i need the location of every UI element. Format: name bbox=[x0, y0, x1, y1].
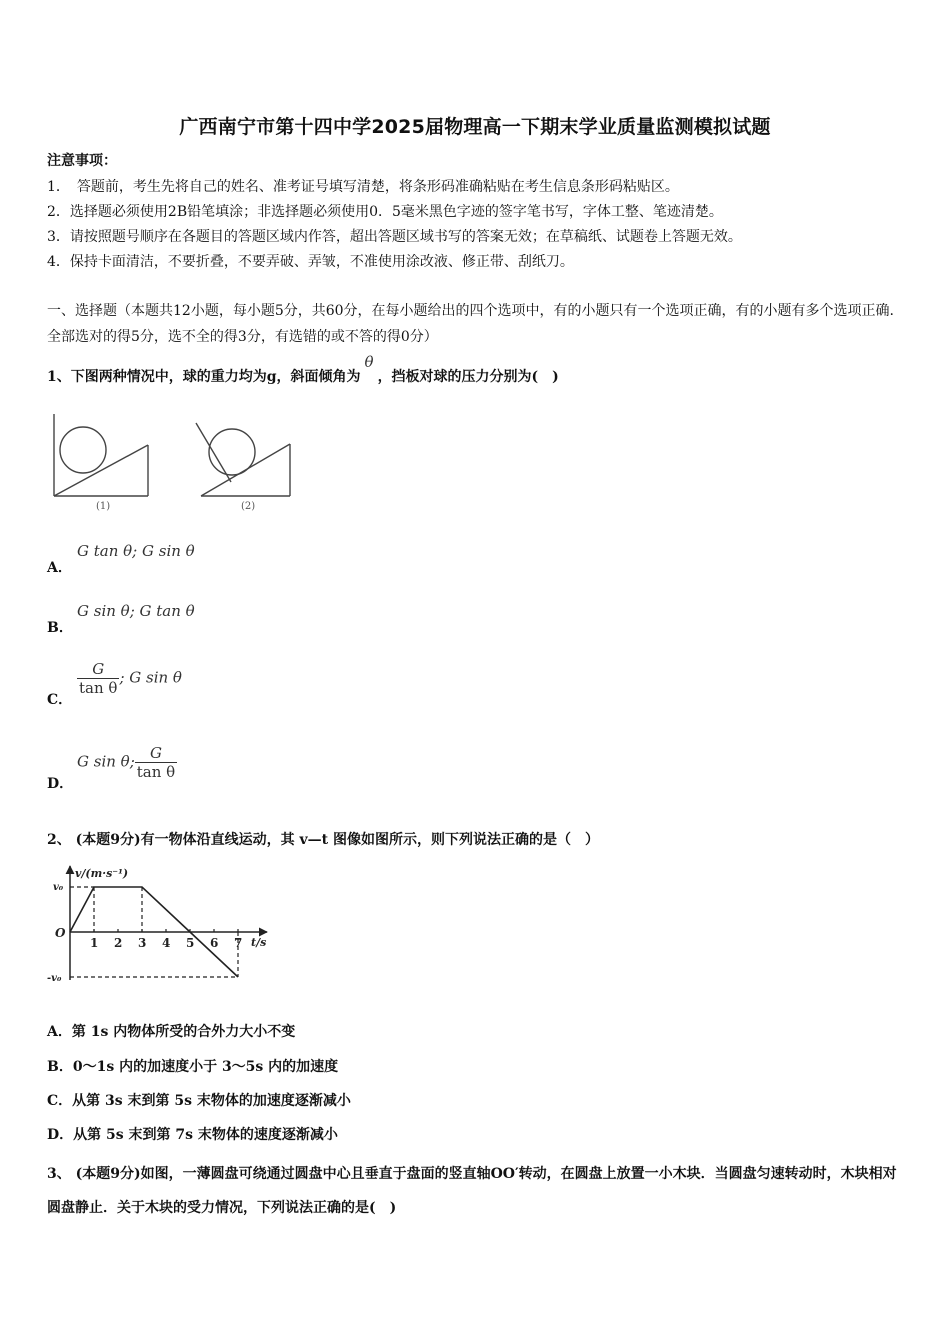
q2-vt-graph bbox=[45, 860, 285, 990]
q1-option-c-label: C． bbox=[47, 692, 73, 708]
q2-xlabel: t/s bbox=[251, 936, 267, 949]
q1-text-after: ，挡板对球的压力分别为( ) bbox=[377, 369, 559, 385]
q1-option-b-label: B． bbox=[47, 620, 73, 636]
q3-stem: 3、 (本题9分)如图，一薄圆盘可绕通过圆盘中心且垂直于盘面的竖直轴OO′转动，在圆盘上放置一小木块．当圆盘匀速转动时，木块相对圆盘静止．关于木块的受力情况，下列说法正确的是( ) bbox=[47, 1166, 897, 1216]
q2-option-c: C．从第 3s 末到第 5s 末物体的加速度逐渐减小 bbox=[47, 1093, 351, 1109]
x-tick-label: 1 bbox=[90, 936, 99, 950]
x-tick-label: 2 bbox=[114, 936, 123, 950]
q1-option-c-expr bbox=[77, 660, 182, 697]
q1-option-a-expr: G tan θ; G sin θ bbox=[77, 542, 195, 560]
q2-neg-v0-label: -v₀ bbox=[47, 973, 62, 984]
q1-option-d-den: tan θ bbox=[136, 763, 176, 781]
q1-option-d-pre: G sin θ; bbox=[77, 752, 135, 771]
q2-option-a: A．第 1s 内物体所受的合外力大小不变 bbox=[47, 1024, 296, 1040]
q1-option-d-num: G bbox=[135, 744, 177, 763]
notice-item-4: 4．保持卡面清洁，不要折叠，不要弄破、弄皱，不准使用涂改液、修正带、刮纸刀。 bbox=[47, 254, 574, 270]
q2-ylabel: v/(m·s⁻¹) bbox=[75, 867, 129, 880]
notice-item-3: 3．请按照题号顺序在各题目的答题区域内作答，超出答题区域书写的答案无效；在草稿纸、试题卷上答题无效。 bbox=[47, 229, 742, 245]
q2-option-d: D．从第 5s 末到第 7s 末物体的速度逐渐减小 bbox=[47, 1127, 338, 1143]
q2-origin: O bbox=[55, 926, 66, 940]
q1-theta: θ bbox=[364, 353, 374, 371]
notice-item-2: 2．选择题必须使用2B铅笔填涂；非选择题必须使用0．5毫米黑色字迹的签字笔书写，字体工整、笔迹清楚。 bbox=[47, 204, 723, 220]
x-tick-label: 5 bbox=[186, 936, 195, 950]
q1-option-c-rest: ; G sin θ bbox=[119, 668, 182, 687]
q1-fig1-ball bbox=[60, 427, 106, 473]
q1-figure bbox=[45, 408, 305, 516]
notice-heading: 注意事项： bbox=[47, 153, 117, 169]
q1-option-d-expr bbox=[77, 744, 177, 781]
q2-v0-label: v₀ bbox=[53, 882, 64, 893]
q1-stem bbox=[47, 353, 559, 387]
page-title: 广西南宁市第十四中学2025届物理高一下期末学业质量监测模拟试题 bbox=[179, 116, 771, 138]
q2-option-b: B．0～1s 内的加速度小于 3～5s 内的加速度 bbox=[47, 1059, 339, 1075]
section-heading: 一、选择题（本题共12小题，每小题5分，共60分，在每小题给出的四个选项中，有的小题只有一个选项正确，有的小题有多个选项正确.全部选对的得5分，选不全的得3分，有选错的或不答的得0分） bbox=[47, 303, 894, 345]
q1-fig2-ball bbox=[209, 429, 255, 475]
q1-option-d-label: D． bbox=[47, 776, 74, 792]
q1-option-a-label: A． bbox=[47, 560, 72, 576]
x-tick-label: 3 bbox=[138, 936, 147, 950]
x-tick-label: 6 bbox=[210, 936, 219, 950]
q1-option-b-expr: G sin θ; G tan θ bbox=[77, 602, 195, 620]
q1-option-c-num: G bbox=[77, 660, 119, 679]
x-tick-label: 4 bbox=[162, 936, 171, 950]
x-tick-label: 7 bbox=[234, 936, 243, 950]
q1-fig2-label: (2) bbox=[241, 501, 256, 512]
q1-fig1-label: (1) bbox=[96, 501, 111, 512]
q1-text-before: 1、下图两种情况中，球的重力均为g，斜面倾角为 bbox=[47, 369, 361, 385]
notice-item-1: 1． 答题前，考生先将自己的姓名、准考证号填写清楚，将条形码准确粘贴在考生信息条形码粘贴区。 bbox=[47, 179, 679, 195]
q1-fig2-board bbox=[196, 423, 231, 482]
q2-stem: 2、 (本题9分)有一物体沿直线运动，其 v—t 图像如图所示，则下列说法正确的是（ ） bbox=[47, 832, 599, 848]
q1-option-c-den: tan θ bbox=[79, 679, 118, 697]
